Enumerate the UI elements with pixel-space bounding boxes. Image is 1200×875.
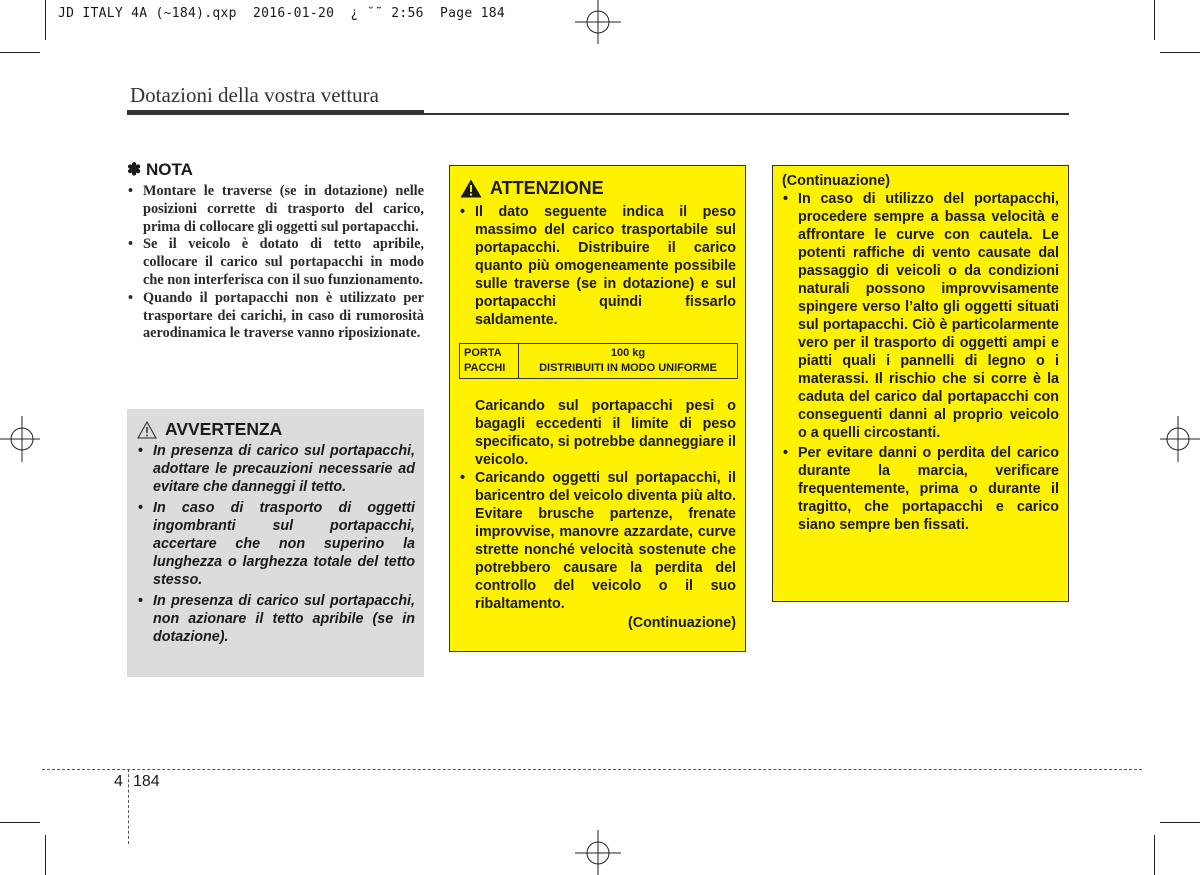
registration-mark-icon (0, 416, 40, 462)
crop-mark (45, 0, 46, 40)
footer-divider (128, 769, 129, 844)
note-title: ✽ NOTA (127, 160, 193, 179)
list-item: • In presenza di carico sul portapacchi, non azionare il tetto apribile (se in dotazione). (137, 592, 415, 647)
table-value-cell (519, 344, 738, 379)
list-item: • In caso di trasporto di oggetti ingombranti sul portapacchi, accertare che non superino la lunghezza o larghezza totale del tetto stesso. (137, 499, 415, 590)
avvertenza-box (127, 409, 424, 677)
chapter-number: 4 (114, 773, 123, 790)
print-slug: JD ITALY 4A (~184).qxp 2016-01-20 ¿ ˘˜ 2:56 Page 184 (58, 6, 505, 21)
attenzione-box (449, 165, 746, 652)
list-item: • Montare le traverse (se in dotazione) nelle posizioni corrette di trasporto del carico, prima di collocare gli oggetti sul portapacchi. (127, 183, 424, 236)
continuation-list (782, 190, 1059, 534)
list-item: • Il dato seguente indica il peso massimo del carico trasportabile sul portapacchi. Distribuire il carico quanto più omogeneamente possibile sulle traverse (se in dotazione) e sul portapacchi quindi fissarlo saldamente. (459, 203, 736, 329)
warning-triangle-filled-icon (460, 179, 482, 198)
continued-label: (Continuazione) (627, 615, 736, 631)
attenzione-list (459, 203, 736, 329)
warning-triangle-outline-icon (137, 421, 157, 439)
table-label-line: PORTA (464, 347, 502, 359)
avvertenza-title: AVVERTENZA (165, 419, 283, 439)
crop-mark (0, 822, 40, 823)
table-label-cell (460, 344, 519, 379)
page-number: 184 (133, 773, 160, 790)
continuation-title: (Continuazione) (782, 173, 891, 189)
crop-mark (1160, 52, 1200, 53)
registration-mark-icon (575, 830, 621, 875)
registration-mark-icon (1160, 416, 1200, 462)
attenzione-list (459, 469, 736, 613)
continuation-box (772, 165, 1069, 602)
note-list (127, 183, 424, 343)
load-capacity-table (459, 343, 738, 379)
avvertenza-list (137, 442, 415, 646)
list-item: • In presenza di carico sul portapacchi, adottare le precauzioni necessarie ad evitare che danneggi il tetto. (137, 442, 415, 497)
list-item: • Caricando oggetti sul portapacchi, il baricentro del veicolo diventa più alto. Evitare brusche partenze, frenate improvvise, manovre azzardate, curve strette nonché velocità sostenute che potrebbero causare la perdita del controllo del veicolo o il suo ribaltamento. (459, 469, 736, 613)
list-item: • Per evitare danni o perdita del carico durante la marcia, verificare frequentemente, prima o durante il tragitto, che portapacchi e carico siano sempre ben fissati. (782, 444, 1059, 534)
crop-mark (0, 52, 40, 53)
attenzione-header (460, 178, 736, 199)
list-item: • Quando il portapacchi non è utilizzato per trasportare dei carichi, in caso di rumorosità aerodinamica le traverse vanno riposizionate. (127, 290, 424, 343)
crop-mark (45, 835, 46, 875)
table-value-line: DISTRIBUITI IN MODO UNIFORME (539, 362, 717, 374)
crop-mark (1154, 835, 1155, 875)
section-title: Dotazioni della vostra vettura (130, 83, 379, 107)
header-rule (127, 110, 424, 115)
attenzione-title: ATTENZIONE (490, 178, 604, 198)
crop-mark (1160, 822, 1200, 823)
paragraph: Caricando sul portapacchi pesi o bagagli eccedenti il limite di peso specificato, si potrebbe danneggiare il veicolo. (475, 398, 736, 468)
list-item: • Se il veicolo è dotato di tetto apribile, collocare il carico sul portapacchi in modo che non interferisca con il suo funzionamento. (127, 236, 424, 289)
note-section (127, 160, 424, 343)
avvertenza-header (137, 419, 415, 440)
table-value-line: 100 kg (610, 347, 646, 359)
registration-mark-icon (575, 0, 621, 46)
list-item: • In caso di utilizzo del portapacchi, procedere sempre a bassa velocità e affrontare le curve con cautela. Le potenti raffiche di vento causate dal passaggio di veicoli o da condizioni naturali possono improvvisamente spingere verso l’alto gli oggetti situati sul portapacchi. Ciò è particolarmente vero per il trasporto di oggetti ampi e piatti quali i pannelli di legno o i materassi. Il rischio che si corre è la caduta del carico dal portapacchi con conseguenti danni al proprio veicolo o a quelli circostanti. (782, 190, 1059, 442)
table-label-line: PACCHI (464, 362, 506, 374)
crop-mark (1154, 0, 1155, 40)
header-rule (424, 113, 1069, 115)
footer-rule (42, 769, 1142, 770)
